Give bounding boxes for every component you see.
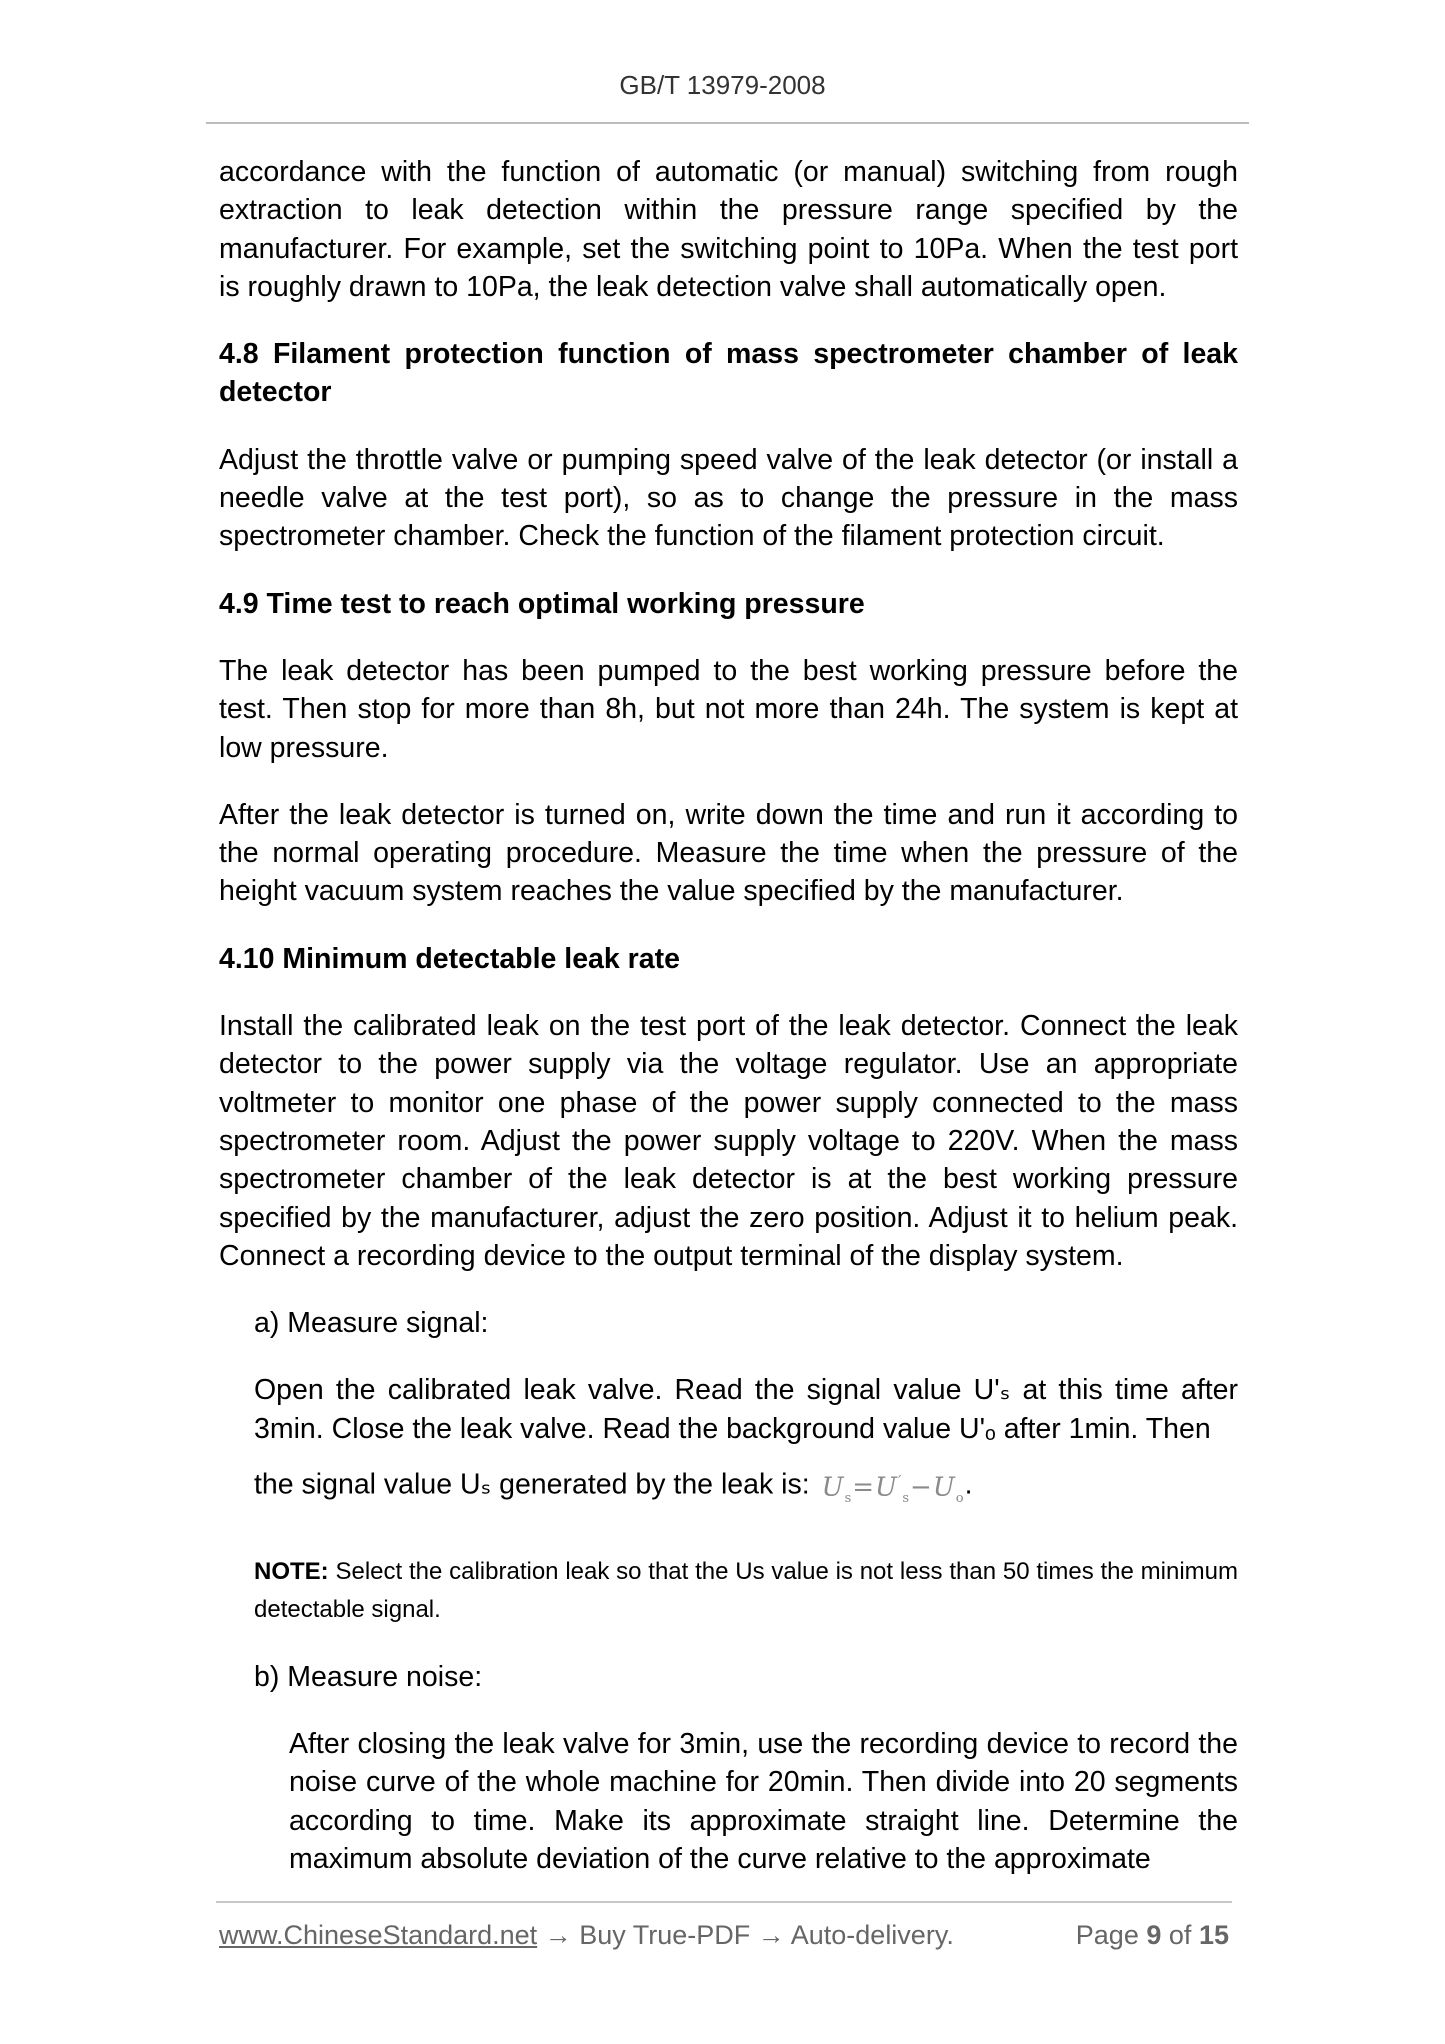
section-heading-4-9: 4.9 Time test to reach optimal working pressure [219,587,865,620]
site-link[interactable]: www.ChineseStandard.net [219,1920,538,1950]
page-body [219,153,1238,1878]
page-footer [219,1920,1229,1951]
page-current: 9 [1146,1920,1162,1950]
document-code-header: GB/T 13979-2008 [619,70,826,100]
footer-tagline: → Buy True-PDF → Auto-delivery. [537,1920,954,1950]
item-a-formula-line [254,1456,1238,1524]
note-text: Select the calibration leak so that the Us value is not less than 50 times the minimum detectable signal. [254,1557,1238,1623]
footer-divider [216,1901,1232,1903]
header-divider [206,122,1249,124]
signal-formula: $U_s=U'_s-U_o$ [821,1472,965,1506]
note-label: NOTE: [254,1557,329,1585]
item-b-text: After closing the leak valve for 3min, use the recording device to record the noise curve of the whole machine for 20min. Then divide into 20 segments according to time. Make its approximate straight line. Determine the maximum absolute deviation of the curve relative to the approximate [289,1728,1238,1876]
formula-lead-text: the signal value Uₛ generated by the leak is: [254,1468,810,1501]
page-total: 15 [1198,1920,1229,1950]
section-heading-4-8: 4.8 Filament protection function of mass spectrometer chamber of leak detector [219,338,1238,409]
paragraph-intro: accordance with the function of automatic (or manual) switching from rough extraction to leak detection within the pressure range specified by the manufacturer. For example, set the switching point to 10Pa. When the test port is roughly drawn to 10Pa, the leak detection valve shall automatically open. [219,156,1238,303]
item-a-text: Open the calibrated leak valve. Read the signal value U'ₛ at this time after 3min. Close the leak valve. Read the background value U'ₒ after 1min. Then [254,1374,1238,1445]
item-a-label: a) Measure signal: [254,1307,489,1340]
paragraph-4-10: Install the calibrated leak on the test port of the leak detector. Connect the leak detector to the power supply via the voltage regulator. Use an appropriate voltmeter to monitor one phase of the power supply connected to the mass spectrometer room. Adjust the power supply voltage to 220V. When the mass spectrometer chamber of the leak detector is at the best working pressure specified by the manufacturer, adjust the zero position. Adjust it to helium peak. Connect a recording device to the output terminal of the display system. [219,1010,1238,1272]
note [254,1553,1238,1629]
page-indicator: Page 9 of 15 [1075,1920,1229,1950]
paragraph-4-9-b: After the leak detector is turned on, write down the time and run it according to the normal operating procedure. Measure the time when the pressure of the height vacuum system reaches the value specified by the manufacturer. [219,798,1238,908]
section-heading-4-10: 4.10 Minimum detectable leak rate [219,942,680,975]
paragraph-4-9-a: The leak detector has been pumped to the best working pressure before the test. Then stop for more than 8h, but not more than 24h. The system is kept at low pressure. [219,654,1238,764]
paragraph-4-8: Adjust the throttle valve or pumping speed valve of the leak detector (or install a needle valve at the test port), so as to change the pressure in the mass spectrometer chamber. Check the function of the filament protection circuit. [219,443,1238,553]
item-b-label: b) Measure noise: [254,1660,483,1693]
formula-period: . [964,1468,973,1501]
